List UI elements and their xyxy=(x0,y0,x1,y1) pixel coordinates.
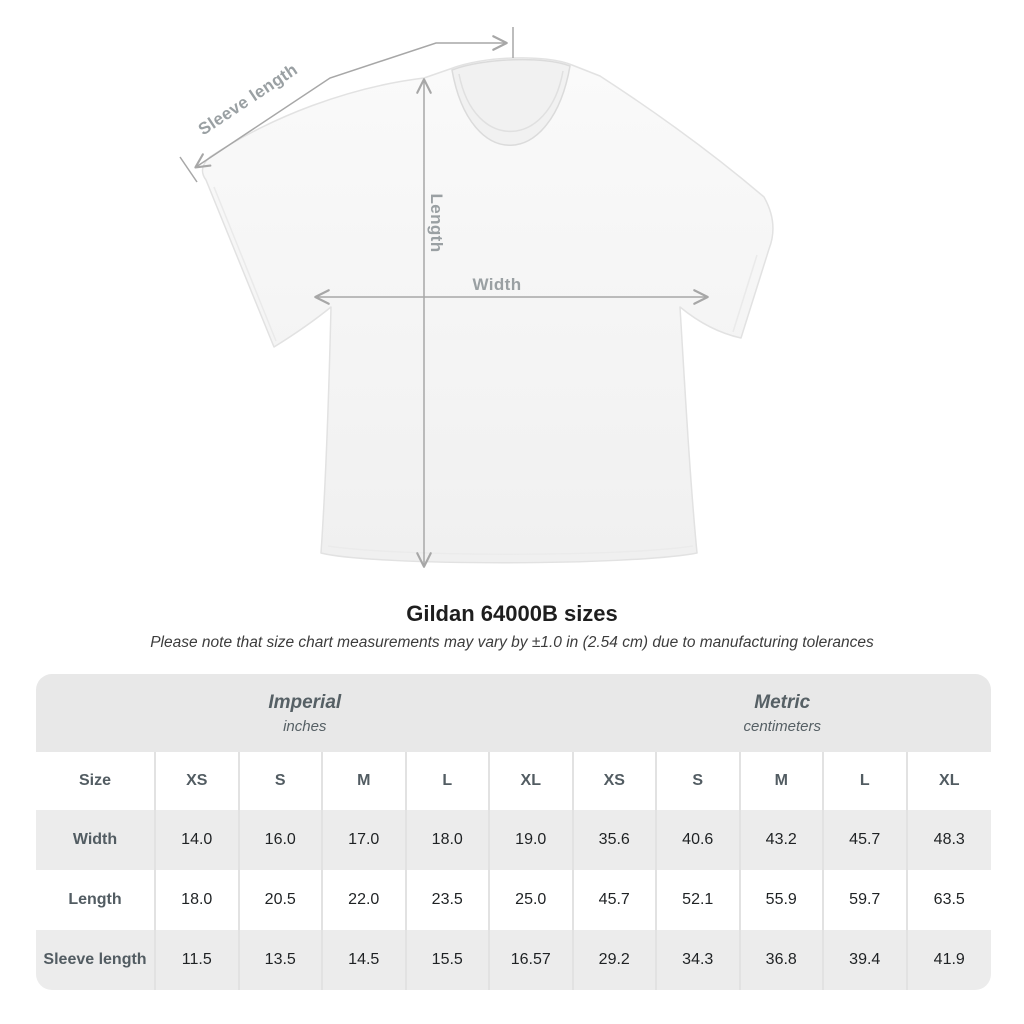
row-label-length: Length xyxy=(36,870,156,930)
value-cell: 16.57 xyxy=(490,930,574,990)
value-cell: 13.5 xyxy=(240,930,324,990)
row-label-width: Width xyxy=(36,810,156,870)
value-cell: 43.2 xyxy=(741,810,825,870)
size-header-row xyxy=(36,752,991,810)
unit-group-row xyxy=(36,674,991,752)
page-title: Gildan 64000B sizes xyxy=(406,601,618,626)
value-cell: 40.6 xyxy=(657,810,741,870)
length-row xyxy=(36,870,991,930)
value-cell: 18.0 xyxy=(156,870,240,930)
value-cell: 25.0 xyxy=(490,870,574,930)
value-cell: 39.4 xyxy=(824,930,908,990)
value-cell: 29.2 xyxy=(574,930,658,990)
col-header-imperial-m: M xyxy=(323,752,407,810)
length-label: Length xyxy=(427,193,446,253)
imperial-group-unit: inches xyxy=(283,717,327,735)
metric-group-label: Metric xyxy=(754,691,811,713)
value-cell: 20.5 xyxy=(240,870,324,930)
size-corner-header: Size xyxy=(36,752,156,810)
col-header-imperial-xs: XS xyxy=(156,752,240,810)
col-header-metric-m: M xyxy=(741,752,825,810)
col-header-metric-l: L xyxy=(824,752,908,810)
value-cell: 35.6 xyxy=(574,810,658,870)
metric-group-unit: centimeters xyxy=(743,717,822,735)
imperial-group-header xyxy=(36,674,574,752)
row-label-sleeve-length: Sleeve length xyxy=(36,930,156,990)
col-header-metric-xl: XL xyxy=(908,752,992,810)
value-cell: 14.0 xyxy=(156,810,240,870)
value-cell: 14.5 xyxy=(323,930,407,990)
col-header-metric-xs: XS xyxy=(574,752,658,810)
tolerance-note: Please note that size chart measurements may vary by ±1.0 in (2.54 cm) due to manufacturing tolerances xyxy=(150,634,874,651)
value-cell: 34.3 xyxy=(657,930,741,990)
value-cell: 45.7 xyxy=(824,810,908,870)
size-table xyxy=(36,674,991,990)
value-cell: 17.0 xyxy=(323,810,407,870)
width-row xyxy=(36,810,991,870)
imperial-group-label: Imperial xyxy=(268,691,342,713)
value-cell: 16.0 xyxy=(240,810,324,870)
sleeve-length-row xyxy=(36,930,991,990)
value-cell: 18.0 xyxy=(407,810,491,870)
value-cell: 59.7 xyxy=(824,870,908,930)
col-header-imperial-s: S xyxy=(240,752,324,810)
col-header-metric-s: S xyxy=(657,752,741,810)
sleeve-length-label: Sleeve length xyxy=(194,59,302,140)
metric-group-header xyxy=(574,674,992,752)
col-header-imperial-xl: XL xyxy=(490,752,574,810)
size-table-grid xyxy=(36,674,991,990)
width-label: Width xyxy=(472,275,522,294)
value-cell: 45.7 xyxy=(574,870,658,930)
value-cell: 41.9 xyxy=(908,930,992,990)
value-cell: 52.1 xyxy=(657,870,741,930)
value-cell: 23.5 xyxy=(407,870,491,930)
col-header-imperial-l: L xyxy=(407,752,491,810)
value-cell: 63.5 xyxy=(908,870,992,930)
sleeve-end-tick xyxy=(180,157,197,182)
value-cell: 36.8 xyxy=(741,930,825,990)
value-cell: 22.0 xyxy=(323,870,407,930)
value-cell: 48.3 xyxy=(908,810,992,870)
value-cell: 55.9 xyxy=(741,870,825,930)
value-cell: 15.5 xyxy=(407,930,491,990)
value-cell: 19.0 xyxy=(490,810,574,870)
value-cell: 11.5 xyxy=(156,930,240,990)
